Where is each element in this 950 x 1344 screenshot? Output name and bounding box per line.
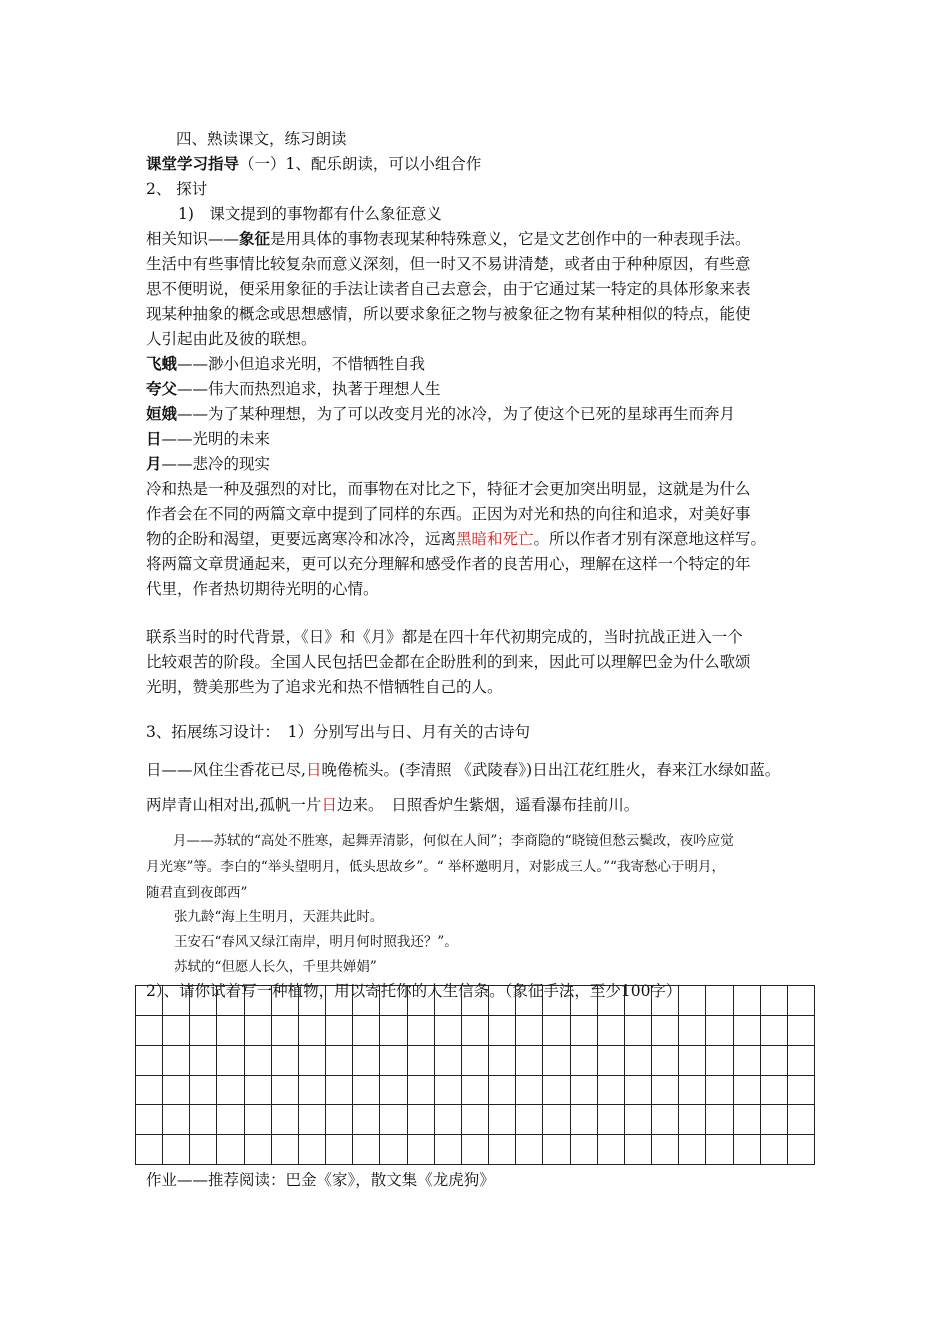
grid-cell[interactable]	[163, 1076, 190, 1106]
grid-cell[interactable]	[543, 986, 570, 1016]
grid-cell[interactable]	[408, 1135, 435, 1165]
grid-cell[interactable]	[761, 1076, 788, 1106]
grid-cell[interactable]	[598, 1046, 625, 1076]
grid-cell[interactable]	[408, 1046, 435, 1076]
grid-cell[interactable]	[625, 1135, 652, 1165]
grid-cell[interactable]	[326, 1135, 353, 1165]
grid-cell[interactable]	[353, 1016, 380, 1046]
poem-line: 张九龄“海上生明月，天涯共此时。	[174, 909, 384, 925]
background-line: 光明，赞美那些为了追求光和热不惜牺牲自己的人。	[146, 678, 503, 696]
question-1: 1) 课文提到的事物都有什么象征意义	[178, 205, 442, 223]
grid-cell[interactable]	[272, 1135, 299, 1165]
grid-cell[interactable]	[380, 1046, 407, 1076]
grid-cell[interactable]	[217, 1105, 244, 1135]
sun-poems-line	[146, 792, 639, 818]
symbol-text: ——悲冷的现实	[161, 455, 271, 473]
grid-cell[interactable]	[625, 1105, 652, 1135]
grid-cell[interactable]	[489, 1046, 516, 1076]
grid-cell[interactable]	[706, 1076, 733, 1106]
grid-cell[interactable]	[571, 1076, 598, 1106]
symbol-text: ——光明的未来	[161, 430, 271, 448]
grid-cell[interactable]	[734, 1105, 761, 1135]
contrast-line: 代里，作者热切期待光明的心情。	[146, 580, 379, 598]
knowledge-line	[146, 226, 751, 252]
grid-cell[interactable]	[245, 1135, 272, 1165]
grid-cell[interactable]	[543, 1016, 570, 1046]
grid-cell[interactable]	[788, 986, 815, 1016]
grid-cell[interactable]	[380, 1016, 407, 1046]
grid-cell[interactable]	[326, 986, 353, 1016]
grid-cell[interactable]	[326, 1046, 353, 1076]
grid-cell[interactable]	[734, 1076, 761, 1106]
contrast-text: 物的企盼和渴望，更要远离寒冷和冰冷，远离	[146, 530, 457, 548]
grid-cell[interactable]	[380, 1135, 407, 1165]
grid-cell[interactable]	[516, 1016, 543, 1046]
grid-cell[interactable]	[516, 986, 543, 1016]
grid-cell[interactable]	[190, 1016, 217, 1046]
grid-cell[interactable]	[679, 986, 706, 1016]
grid-cell[interactable]	[435, 1135, 462, 1165]
discuss-heading: 2、 探讨	[146, 180, 208, 198]
guide-text: （一）1、配乐朗读，可以小组合作	[239, 155, 482, 173]
grid-cell[interactable]	[543, 1105, 570, 1135]
grid-cell[interactable]	[706, 1016, 733, 1046]
grid-cell[interactable]	[217, 986, 244, 1016]
grid-cell[interactable]	[679, 1046, 706, 1076]
grid-cell[interactable]	[598, 1076, 625, 1106]
symbol-change	[146, 401, 735, 427]
grid-cell[interactable]	[679, 1135, 706, 1165]
poem-text: 晚倦梳头。(李清照 《武陵春》)日出江花红胜火，春来江水绿如蓝。	[321, 761, 781, 779]
grid-cell[interactable]	[136, 1135, 163, 1165]
grid-cell[interactable]	[136, 1046, 163, 1076]
symbol-sun	[146, 426, 270, 452]
grid-cell[interactable]	[190, 1076, 217, 1106]
grid-cell[interactable]	[706, 1135, 733, 1165]
grid-cell[interactable]	[625, 1016, 652, 1046]
background-line: 联系当时的时代背景，《日》和《月》都是在四十年代初期完成的，当时抗战正进入一个	[146, 628, 743, 646]
grid-cell[interactable]	[408, 1105, 435, 1135]
grid-cell[interactable]	[380, 986, 407, 1016]
grid-cell[interactable]	[353, 986, 380, 1016]
grid-cell[interactable]	[598, 986, 625, 1016]
grid-cell[interactable]	[353, 1076, 380, 1106]
grid-cell[interactable]	[408, 1076, 435, 1106]
grid-cell[interactable]	[163, 986, 190, 1016]
grid-cell[interactable]	[136, 1016, 163, 1046]
symbol-term: 夸父	[146, 379, 178, 398]
grid-cell[interactable]	[652, 1076, 679, 1106]
moon-poems-line: 随君直到夜郎西”	[146, 885, 248, 901]
grid-cell[interactable]	[408, 986, 435, 1016]
grid-cell[interactable]	[326, 1016, 353, 1046]
grid-cell[interactable]	[652, 1016, 679, 1046]
grid-cell[interactable]	[299, 1135, 326, 1165]
writing-grid[interactable]	[135, 985, 815, 1165]
grid-cell[interactable]	[652, 1046, 679, 1076]
grid-cell[interactable]	[734, 1016, 761, 1046]
grid-cell[interactable]	[272, 986, 299, 1016]
grid-cell[interactable]	[245, 1076, 272, 1106]
grid-cell[interactable]	[272, 1105, 299, 1135]
grid-cell[interactable]	[598, 1105, 625, 1135]
symbol-moth	[146, 351, 425, 377]
grid-cell[interactable]	[299, 1016, 326, 1046]
sun-poems-line	[146, 757, 780, 783]
grid-cell[interactable]	[380, 1076, 407, 1106]
grid-cell[interactable]	[299, 1046, 326, 1076]
grid-cell[interactable]	[571, 1135, 598, 1165]
grid-cell[interactable]	[435, 1105, 462, 1135]
contrast-line: 将两篇文章贯通起来，更可以充分理解和感受作者的良苦用心，理解在这样一个特定的年	[146, 555, 751, 573]
grid-cell[interactable]	[326, 1076, 353, 1106]
knowledge-term: 象征	[239, 229, 271, 248]
grid-cell[interactable]	[516, 1135, 543, 1165]
contrast-line	[146, 526, 766, 552]
grid-cell[interactable]	[272, 1046, 299, 1076]
grid-cell[interactable]	[353, 1046, 380, 1076]
grid-cell[interactable]	[734, 1135, 761, 1165]
grid-cell[interactable]	[706, 1105, 733, 1135]
grid-cell[interactable]	[299, 986, 326, 1016]
grid-cell[interactable]	[788, 1046, 815, 1076]
symbol-text: ——为了某种理想，为了可以改变月光的冰冷，为了使这个已死的星球再生而奔月	[177, 405, 736, 423]
grid-cell[interactable]	[679, 1076, 706, 1106]
knowledge-line: 生活中有些事情比较复杂而意义深刻，但一时又不易讲清楚，或者由于种种原因，有些意	[146, 255, 751, 273]
knowledge-rest: 是用具体的事物表现某种特殊意义，它是文艺创作中的一种表现手法。	[270, 230, 751, 248]
grid-cell[interactable]	[462, 1135, 489, 1165]
grid-cell[interactable]	[136, 1105, 163, 1135]
grid-cell[interactable]	[788, 1105, 815, 1135]
grid-cell[interactable]	[571, 986, 598, 1016]
grid-cell[interactable]	[652, 1135, 679, 1165]
exercise-3: 3、拓展练习设计： 1）分别写出与日、月有关的古诗句	[146, 723, 530, 741]
grid-cell[interactable]	[435, 986, 462, 1016]
grid-cell[interactable]	[217, 1135, 244, 1165]
grid-cell[interactable]	[761, 1046, 788, 1076]
knowledge-prefix: 相关知识——	[146, 230, 240, 248]
highlight-text: 黑暗和死亡	[456, 530, 534, 548]
grid-cell[interactable]	[380, 1105, 407, 1135]
section-heading: 四、熟读课文，练习朗读	[176, 130, 347, 148]
moon-poems-line: 月光寒”等。李白的“举头望明月，低头思故乡”。“ 举杯邀明月，对影成三人。”“我寄愁心于明月，	[146, 859, 725, 875]
grid-cell[interactable]	[625, 986, 652, 1016]
grid-cell[interactable]	[489, 986, 516, 1016]
contrast-text: 。所以作者才别有深意地这样写。	[533, 530, 767, 548]
grid-cell[interactable]	[679, 1105, 706, 1135]
highlight-text: 日	[305, 761, 322, 779]
grid-cell[interactable]	[299, 1076, 326, 1106]
grid-cell[interactable]	[245, 1046, 272, 1076]
grid-cell[interactable]	[571, 1105, 598, 1135]
grid-cell[interactable]	[489, 1105, 516, 1135]
grid-cell[interactable]	[571, 1016, 598, 1046]
grid-cell[interactable]	[217, 1076, 244, 1106]
grid-cell[interactable]	[679, 1016, 706, 1046]
guide-label: 课堂学习指导	[146, 154, 240, 173]
grid-cell[interactable]	[190, 986, 217, 1016]
knowledge-line: 人引起由此及彼的联想。	[146, 330, 317, 348]
grid-cell[interactable]	[625, 1076, 652, 1106]
exercise-2: 2）、请你试着写一种植物，用以寄托你的人生信条。（象征手法，至少100字）	[146, 982, 682, 1000]
grid-cell[interactable]	[435, 1076, 462, 1106]
grid-cell[interactable]	[462, 1076, 489, 1106]
poem-text: 两岸青山相对出,孤帆一片	[146, 796, 322, 814]
grid-cell[interactable]	[272, 1016, 299, 1046]
grid-cell[interactable]	[163, 1016, 190, 1046]
grid-cell[interactable]	[516, 1046, 543, 1076]
grid-cell[interactable]	[190, 1135, 217, 1165]
grid-cell[interactable]	[652, 986, 679, 1016]
grid-cell[interactable]	[571, 1046, 598, 1076]
highlight-text: 日	[321, 796, 337, 814]
grid-cell[interactable]	[272, 1076, 299, 1106]
poem-line: 王安石“春风又绿江南岸，明月何时照我还？”。	[174, 934, 458, 950]
symbol-term: 姮娥	[146, 404, 178, 423]
grid-cell[interactable]	[136, 986, 163, 1016]
symbol-kuafu	[146, 376, 441, 402]
symbol-moon	[146, 451, 270, 477]
symbol-term: 月	[146, 454, 162, 473]
grid-cell[interactable]	[435, 1016, 462, 1046]
grid-cell[interactable]	[516, 1105, 543, 1135]
grid-cell[interactable]	[217, 1046, 244, 1076]
grid-cell[interactable]	[245, 986, 272, 1016]
grid-cell[interactable]	[190, 1105, 217, 1135]
grid-cell[interactable]	[489, 1016, 516, 1046]
grid-cell[interactable]	[543, 1046, 570, 1076]
symbol-term: 飞蛾	[146, 354, 178, 373]
grid-cell[interactable]	[543, 1076, 570, 1106]
grid-cell[interactable]	[761, 1016, 788, 1046]
knowledge-line: 思不便明说，便采用象征的手法让读者自己去意会，由于它通过某一特定的具体形象来表	[146, 280, 751, 298]
symbol-term: 日	[146, 429, 162, 448]
grid-cell[interactable]	[462, 1046, 489, 1076]
grid-cell[interactable]	[326, 1105, 353, 1135]
grid-cell[interactable]	[734, 1046, 761, 1076]
symbol-text: ——渺小但追求光明，不惜牺牲自我	[177, 355, 426, 373]
grid-cell[interactable]	[299, 1105, 326, 1135]
grid-cell[interactable]	[788, 1076, 815, 1106]
grid-cell[interactable]	[761, 1135, 788, 1165]
guide-line	[146, 151, 481, 177]
grid-cell[interactable]	[706, 1046, 733, 1076]
grid-cell[interactable]	[163, 1135, 190, 1165]
grid-cell[interactable]	[462, 1016, 489, 1046]
grid-cell[interactable]	[136, 1076, 163, 1106]
grid-cell[interactable]	[353, 1105, 380, 1135]
symbol-text: ——伟大而热烈追求，执著于理想人生	[177, 380, 441, 398]
grid-cell[interactable]	[598, 1016, 625, 1046]
grid-cell[interactable]	[788, 1016, 815, 1046]
contrast-line: 冷和热是一种及强烈的对比，而事物在对比之下，特征才会更加突出明显，这就是为什么	[146, 480, 751, 498]
grid-cell[interactable]	[190, 1046, 217, 1076]
contrast-line: 作者会在不同的两篇文章中提到了同样的东西。正因为对光和热的向往和追求，对美好事	[146, 505, 751, 523]
grid-cell[interactable]	[489, 1135, 516, 1165]
grid-cell[interactable]	[217, 1016, 244, 1046]
moon-poems-line: 月——苏轼的“高处不胜寒，起舞弄清影，何似在人间”；李商隐的“晓镜但愁云鬓改，夜吟应觉	[146, 833, 734, 849]
grid-cell[interactable]	[489, 1076, 516, 1106]
grid-cell[interactable]	[761, 986, 788, 1016]
grid-cell[interactable]	[788, 1135, 815, 1165]
homework-line: 作业——推荐阅读：巴金《家》，散文集《龙虎狗》	[146, 1171, 495, 1189]
grid-cell[interactable]	[353, 1135, 380, 1165]
background-line: 比较艰苦的阶段。全国人民包括巴金都在企盼胜利的到来，因此可以理解巴金为什么歌颂	[146, 653, 751, 671]
poem-text: 边来。 日照香炉生紫烟，遥看瀑布挂前川。	[336, 796, 640, 814]
poem-line: 苏轼的“但愿人长久，千里共婵娟”	[174, 959, 377, 975]
grid-cell[interactable]	[462, 986, 489, 1016]
grid-cell[interactable]	[598, 1135, 625, 1165]
grid-cell[interactable]	[652, 1105, 679, 1135]
grid-cell[interactable]	[163, 1046, 190, 1076]
knowledge-line: 现某种抽象的概念或思想感情，所以要求象征之物与被象征之物有某种相似的特点，能使	[146, 305, 751, 323]
grid-cell[interactable]	[734, 986, 761, 1016]
grid-cell[interactable]	[435, 1046, 462, 1076]
grid-cell[interactable]	[706, 986, 733, 1016]
grid-cell[interactable]	[245, 1016, 272, 1046]
grid-cell[interactable]	[163, 1105, 190, 1135]
grid-cell[interactable]	[408, 1016, 435, 1046]
grid-cell[interactable]	[543, 1135, 570, 1165]
grid-cell[interactable]	[761, 1105, 788, 1135]
grid-cell[interactable]	[516, 1076, 543, 1106]
grid-cell[interactable]	[625, 1046, 652, 1076]
grid-cell[interactable]	[462, 1105, 489, 1135]
poem-text: 日——风住尘香花已尽,	[146, 761, 306, 779]
grid-cell[interactable]	[245, 1105, 272, 1135]
